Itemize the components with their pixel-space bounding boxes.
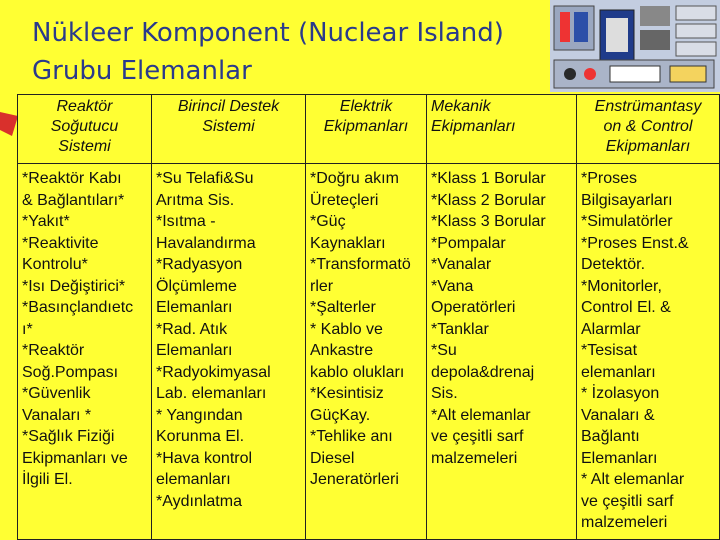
cell-line: Arıtma Sis. (156, 191, 235, 209)
cell-line: Üreteçleri (310, 191, 379, 209)
cell-line: *Tesisat (581, 342, 638, 359)
cell-line: *Su (431, 342, 457, 359)
cell-line: *Kesintisiz (310, 385, 384, 402)
cell-line: Diesel (310, 449, 355, 467)
cell-line: Korunma El. (156, 428, 245, 445)
cell-line: Bilgisayarları (581, 191, 673, 209)
cell-line: * Kablo ve (310, 320, 383, 338)
header-line: on & Control (603, 118, 693, 135)
cell-line: ı* (22, 320, 33, 338)
cell-line: Ankastre (310, 342, 374, 359)
cell-line: GüçKay. (310, 406, 371, 424)
cell-line: *Klass 3 Borular (431, 213, 546, 230)
cell-line: Elemanları (156, 299, 233, 316)
decorative-shape (0, 112, 18, 136)
cell-line: *Yakıt* (22, 213, 70, 230)
component-table (17, 94, 720, 540)
header-line: Sistemi (58, 138, 111, 155)
cell-line: *Aydınlatma (156, 492, 242, 510)
cell-line: ve çeşitli sarf (431, 428, 524, 445)
cell-line: *Reaktör (22, 342, 85, 359)
cell-line: Detektör. (581, 256, 646, 273)
cell-line: *Klass 1 Borular (431, 170, 546, 187)
cell-line: Elemanları (581, 449, 658, 467)
header-reaktor-sogutucu (17, 94, 152, 164)
header-line: Birincil Destek (177, 98, 280, 115)
cell-line: *Isıtma - (156, 213, 216, 230)
cell-line: *Reaktivite (22, 234, 99, 252)
cell-line: *Doğru akım (310, 170, 399, 187)
header-mekanik (427, 94, 577, 164)
cell-line: *Proses Enst.& (581, 234, 689, 252)
cell-line: * Yangından (156, 406, 243, 424)
cell-line: Elemanları (156, 342, 233, 359)
cell-line: *Basınçlandıetc (22, 299, 134, 316)
cell-line: *Proses (581, 170, 638, 187)
cell-line: * Alt elemanlar (581, 471, 685, 488)
cell-line: *Transformatö (310, 256, 411, 273)
header-line: Enstrümantasy (594, 98, 702, 115)
cell-line: *Pompalar (431, 234, 506, 252)
cell-line: Sis. (431, 385, 458, 402)
cell-line: malzemeleri (581, 514, 668, 531)
cell-line: Operatörleri (431, 299, 516, 316)
cell-line: *Güvenlik (22, 385, 91, 402)
column-mekanik (427, 164, 577, 540)
cell-line: Lab. elemanları (156, 385, 267, 402)
column-enstrumantasyon (577, 164, 720, 540)
cell-line: *Sağlık Fiziği (22, 428, 115, 445)
column-elektrik (306, 164, 427, 540)
cell-line: *Alt elemanlar (431, 406, 531, 424)
cell-line: depola&drenaj (431, 363, 535, 381)
header-enstrumantasyon (577, 94, 720, 164)
cell-line: Havalandırma (156, 234, 256, 252)
cell-line: Control El. & (581, 299, 671, 316)
title-line-2: Grubu Elemanlar (32, 56, 252, 86)
title-line-1: Nükleer Komponent (Nuclear Island) (32, 18, 504, 48)
cell-line: İlgili El. (22, 471, 73, 488)
cell-line: *Güç (310, 213, 346, 230)
column-reaktor-sogutucu (17, 164, 152, 540)
cell-line: *Monitorler, (581, 277, 662, 295)
cell-line: Jeneratörleri (310, 471, 399, 488)
cell-line: *Simulatörler (581, 213, 673, 230)
header-line: Ekipmanları (431, 118, 516, 135)
header-birincil-destek (152, 94, 306, 164)
cell-line: *Radyasyon (156, 256, 243, 273)
cell-line: Kontrolu* (22, 256, 88, 273)
header-line: Reaktör (56, 98, 113, 115)
cell-line: *Klass 2 Borular (431, 191, 546, 209)
cell-line: *Reaktör Kabı (22, 170, 122, 187)
cell-line: Alarmlar (581, 320, 641, 338)
cell-line: rler (310, 277, 334, 295)
header-line: Ekipmanları (605, 138, 691, 155)
cell-line: elemanları (581, 363, 656, 381)
cell-line: Kaynakları (310, 234, 386, 252)
cell-line: *Tehlike anı (310, 428, 393, 445)
cell-line: *Vanalar (431, 256, 492, 273)
cell-line: *Hava kontrol (156, 449, 253, 467)
cell-line: Ekipmanları ve (22, 449, 128, 467)
cell-line: Vanaları & (581, 406, 655, 424)
column-birincil-destek (152, 164, 306, 540)
cell-line: Soğ.Pompası (22, 363, 119, 381)
cell-line: & Bağlantıları* (22, 191, 125, 209)
control-room-screenshot-icon (550, 0, 720, 92)
cell-line: Vanaları * (22, 406, 92, 424)
header-elektrik (306, 94, 427, 164)
cell-line: *Rad. Atık (156, 320, 228, 338)
header-line: Elektrik (339, 98, 393, 115)
cell-line: *Su Telafi&Su (156, 170, 254, 187)
header-line: Soğutucu (50, 118, 119, 135)
cell-line: malzemeleri (431, 449, 518, 467)
cell-line: Bağlantı (581, 428, 640, 445)
cell-line: Ölçümleme (156, 277, 237, 295)
header-line: Mekanik (431, 98, 491, 115)
header-line: Ekipmanları (323, 118, 409, 135)
cell-line: *Vana (431, 277, 474, 295)
page-title (32, 14, 562, 90)
cell-line: * İzolasyon (581, 385, 660, 402)
cell-line: kablo olukları (310, 363, 405, 381)
cell-line: *Şalterler (310, 299, 376, 316)
header-line: Sistemi (202, 118, 255, 135)
cell-line: elemanları (156, 471, 231, 488)
cell-line: ve çeşitli sarf (581, 492, 674, 510)
cell-line: *Radyokimyasal (156, 363, 271, 381)
cell-line: *Tanklar (431, 320, 489, 338)
cell-line: *Isı Değiştirici* (22, 277, 126, 295)
